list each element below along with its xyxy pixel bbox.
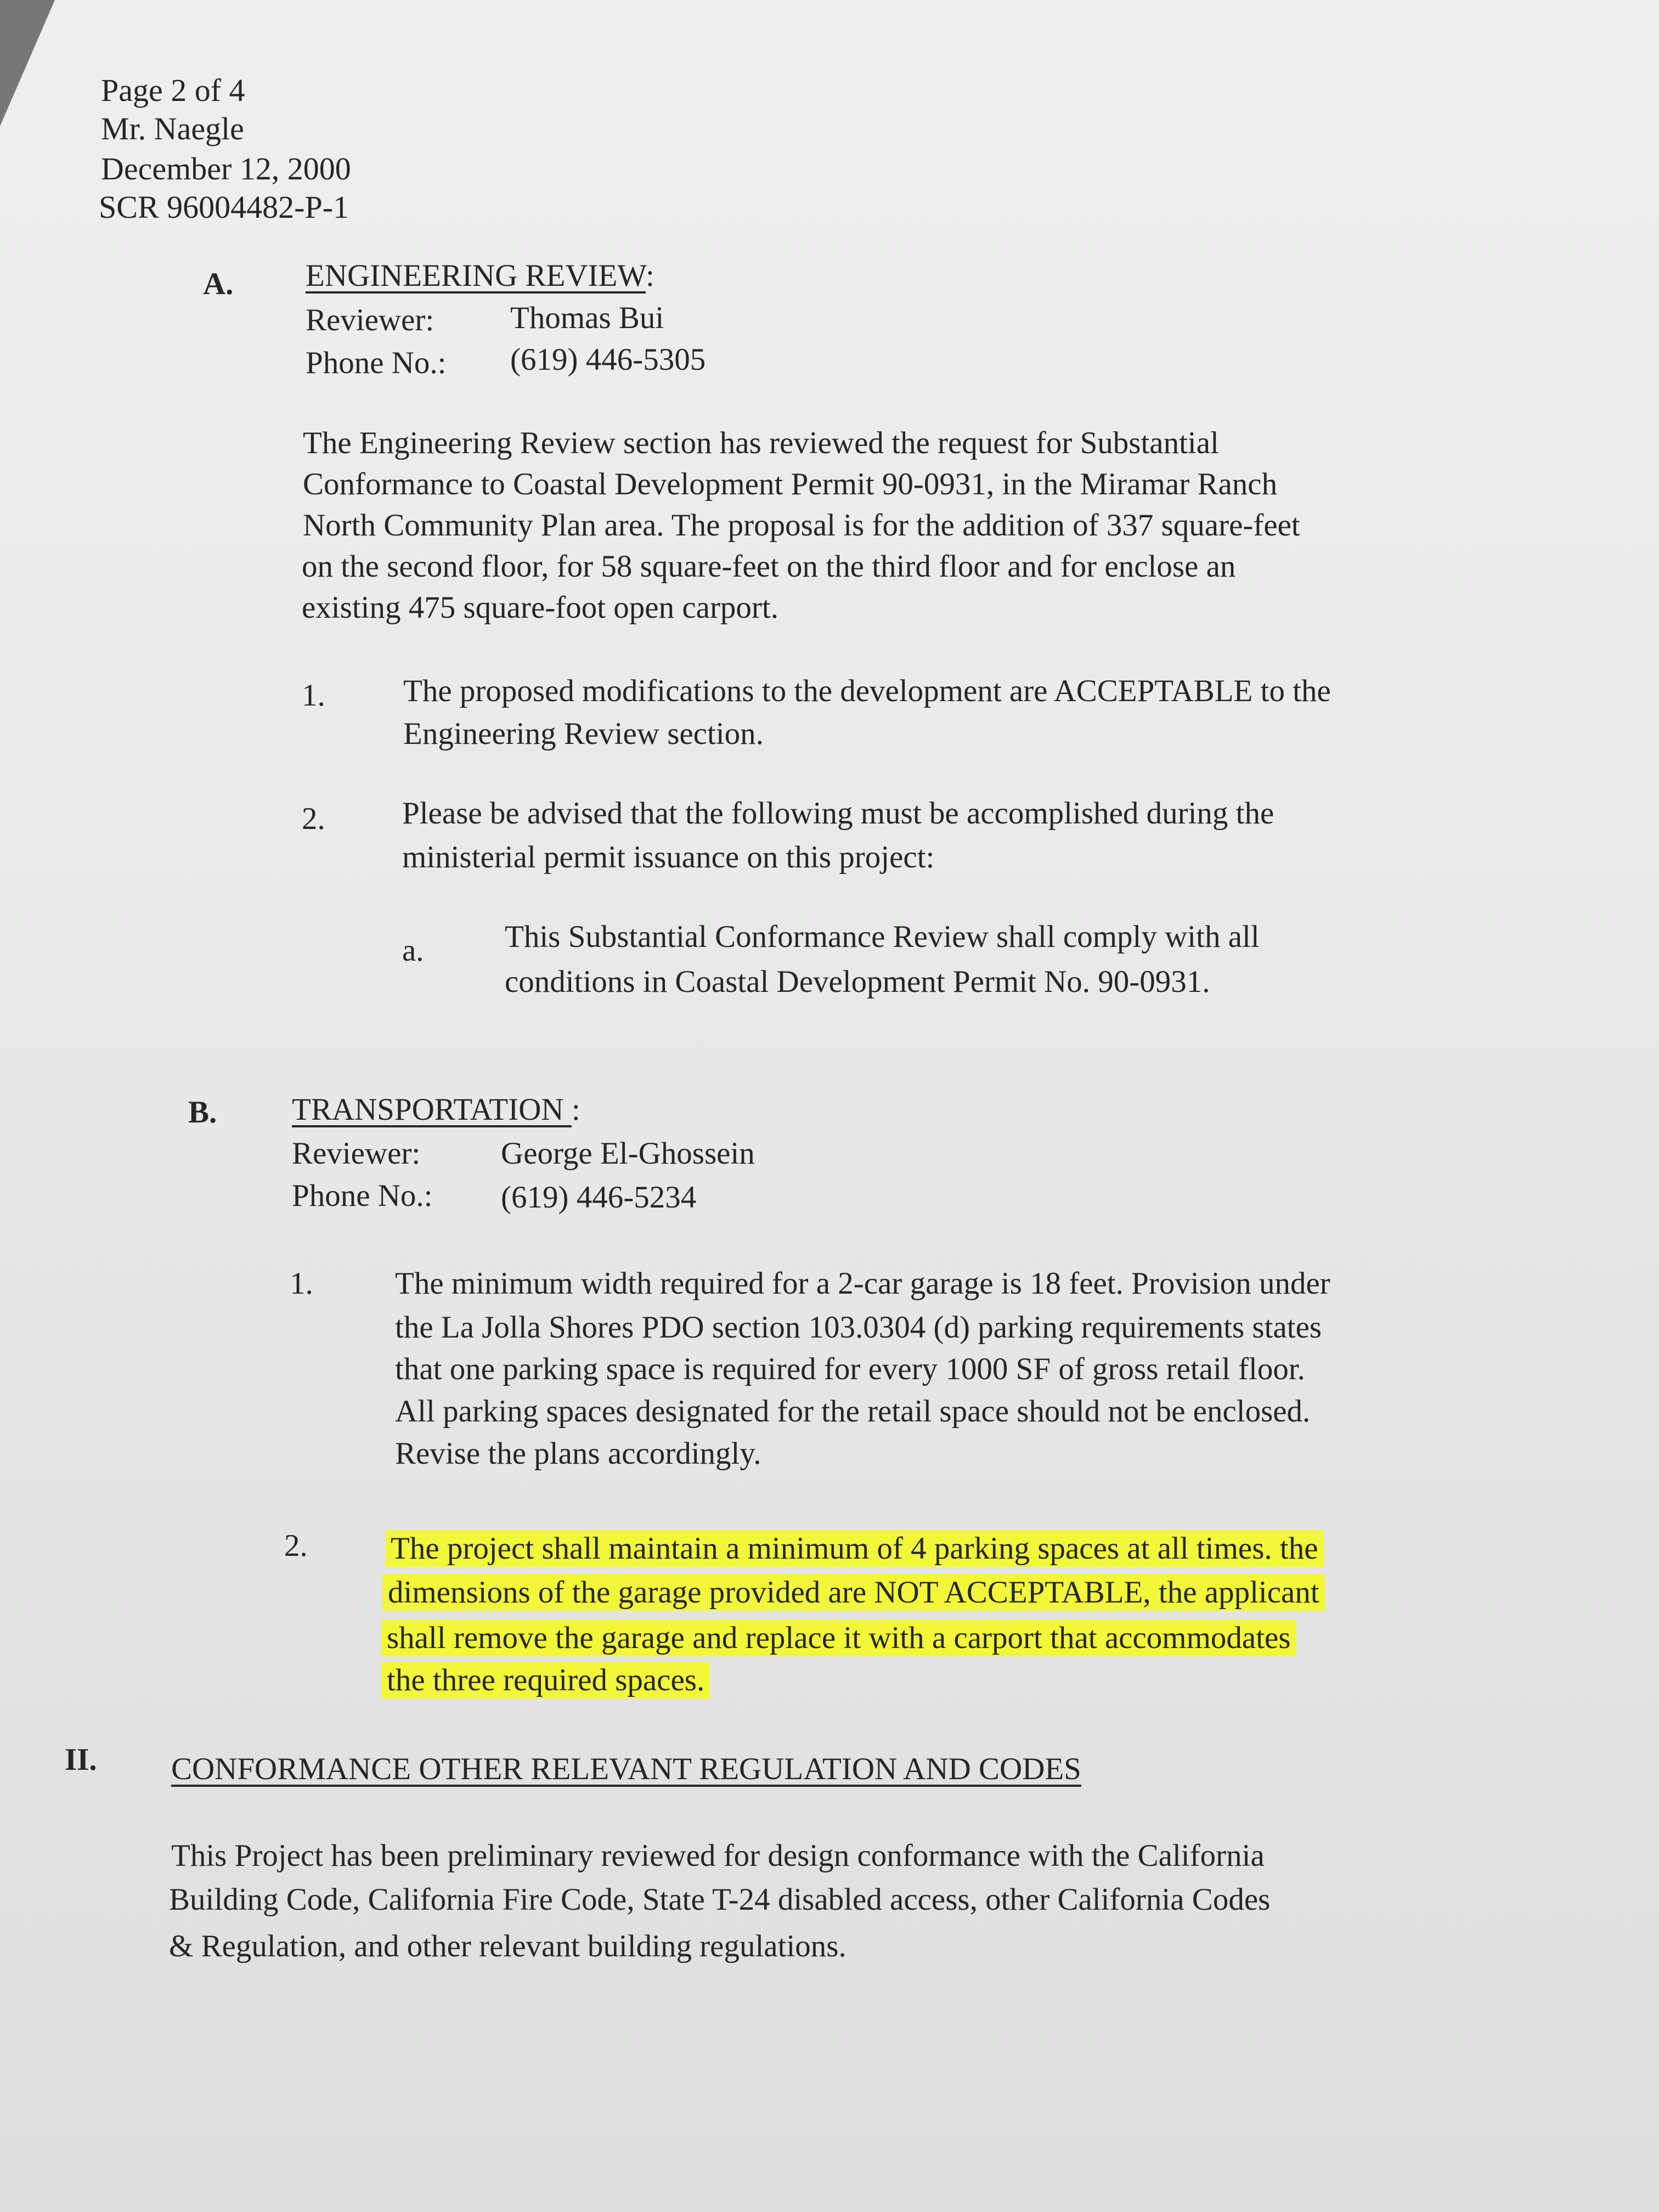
highlighted-line [388,1572,1325,1613]
section-a-phone-label: Phone No.: [306,346,447,380]
highlighter-mark: shall remove the garage and replace it with a carport that accommodates [381,1620,1296,1656]
page-number: Page 2 of 4 [101,72,245,108]
highlighter-mark: the three required spaces. [381,1662,710,1699]
sub-item-line: conditions in Coastal Development Permit No. 90-0931. [505,964,1210,999]
list-item-line: The minimum width required for a 2-car garage is 18 feet. Provision under [395,1266,1330,1301]
list-item-number: 2. [284,1528,308,1563]
section-a-reviewer-name: Thomas Bui [510,301,664,335]
highlighter-mark: The project shall maintain a minimum of 4 parking spaces at all times. the [385,1530,1324,1567]
section-b-heading [292,1089,580,1131]
section-b-phone-label: Phone No.: [292,1178,433,1213]
section-a-reviewer-label: Reviewer: [306,303,435,337]
section-a-intro-line: The Engineering Review section has reviewed the request for Substantial [303,426,1219,460]
list-item-number: 2. [302,802,325,836]
section-b-letter: B. [188,1095,217,1130]
list-item-line: Revise the plans accordingly. [395,1436,761,1471]
section-ii-line: Building Code, California Fire Code, State T-24 disabled access, other California Codes [169,1882,1271,1917]
list-item-line: ministerial permit issuance on this project: [402,840,935,874]
list-item-line: The proposed modifications to the development are ACCEPTABLE to the [403,674,1331,708]
section-b-reviewer-label: Reviewer: [292,1136,421,1171]
highlighter-mark: dimensions of the garage provided are NOT ACCEPTABLE, the applicant [382,1574,1325,1611]
section-a-intro-line: existing 475 square-foot open carport. [302,590,778,625]
section-ii-title: CONFORMANCE OTHER RELEVANT REGULATION AND CODES [171,1752,1081,1786]
section-b-reviewer-name: George El-Ghossein [501,1136,755,1171]
list-item-number: 1. [290,1266,313,1301]
list-item-line: that one parking space is required for every 1000 SF of gross retail floor. [395,1352,1305,1386]
section-b-phone-value: (619) 446-5234 [501,1180,697,1215]
section-a-intro-line: North Community Plan area. The proposal is for the addition of 337 square-feet [303,508,1300,543]
list-item-line: the La Jolla Shores PDO section 103.0304 (d) parking requirements states [395,1310,1322,1345]
section-a-letter: A. [203,267,234,301]
section-a-intro-line: Conformance to Coastal Development Permit 90-0931, in the Miramar Ranch [303,467,1278,501]
highlighted-line [387,1617,1296,1659]
list-item-number: 1. [302,678,325,713]
section-b-title-suffix: : [571,1092,580,1127]
reference-number: SCR 96004482-P-1 [99,189,349,225]
section-ii-line: & Regulation, and other relevant building regulations. [169,1929,847,1963]
section-a-title-suffix: : [646,258,654,293]
highlighted-line [391,1528,1324,1570]
letter-date: December 12, 2000 [101,151,351,187]
section-a-title: ENGINEERING REVIEW [306,258,646,293]
section-a-intro-line: on the second floor, for 58 square-feet on the third floor and for enclose an [302,549,1236,584]
sub-item-letter: a. [402,933,424,968]
section-ii-line: This Project has been preliminary reviewed for design conformance with the California [171,1838,1265,1873]
list-item-line: Engineering Review section. [403,716,764,751]
recipient: Mr. Naegle [101,111,244,146]
list-item-line: Please be advised that the following must be accomplished during the [402,796,1274,831]
section-a-phone-value: (619) 446-5305 [510,342,706,377]
section-ii-numeral: II. [65,1742,97,1777]
list-item-line: All parking spaces designated for the retail space should not be enclosed. [395,1394,1311,1429]
section-a-heading [306,255,654,297]
sub-item-line: This Substantial Conformance Review shall comply with all [505,919,1260,954]
section-b-title: TRANSPORTATION [292,1092,572,1127]
highlighted-line [387,1660,710,1701]
